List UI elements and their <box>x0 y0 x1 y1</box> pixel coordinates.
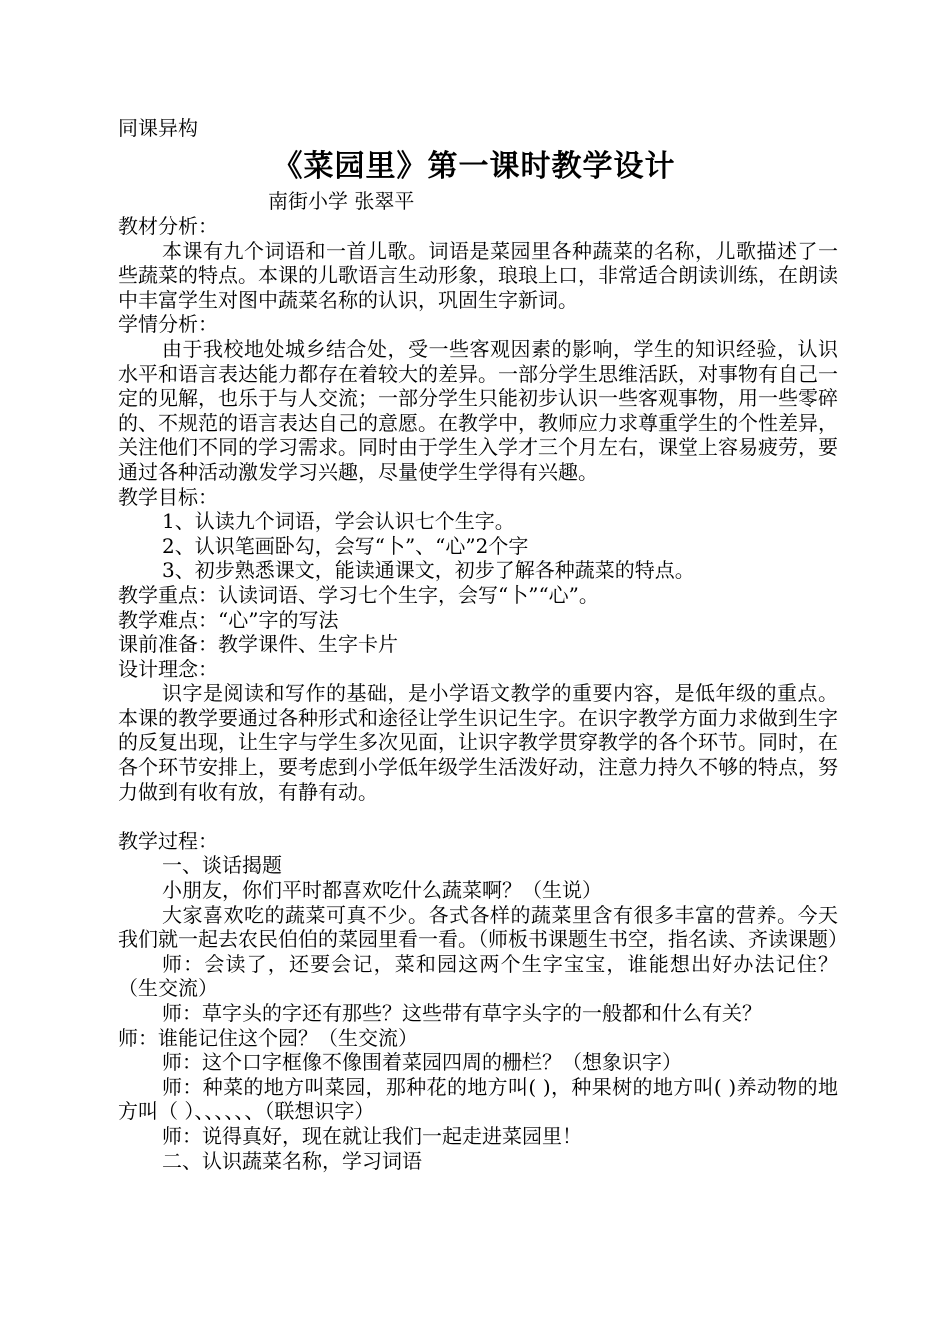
document-author: 南街小学 张翠平 <box>268 189 415 213</box>
process-paragraph: 师：这个口字框像不像围着菜园四周的栅栏？（想象识字） <box>162 1050 682 1075</box>
teaching-goal-item: 3、初步熟悉课文，能读通课文，初步了解各种蔬菜的特点。 <box>162 558 695 583</box>
student-analysis-body: 由于我校地处城乡结合处，受一些客观因素的影响，学生的知识经验，认识水平和语言表达能力都存在着较大的差异。一部分学生思维活跃，对事物有自己一定的见解，也乐于与人交流；一部分学生只能初步认识一些客观事物，用一些零碎的、不规范的语言表达自己的意愿。在教学中，教师应力求尊重学生的个性差异，关注他们不同的学习需求。同时由于学生入学才三个月左右，课堂上容易疲劳，要通过各种活动激发学习兴趣，尽量使学生学得有兴趣。 <box>118 336 838 484</box>
process-paragraph: 师：草字头的字还有那些？这些带有草字头字的一般都和什么有关？ <box>162 1001 762 1025</box>
textbook-analysis-heading: 教材分析： <box>118 214 218 238</box>
teaching-goal-item: 2、认识笔画卧勾，会写“卜”、“心”2个字 <box>162 533 529 558</box>
process-paragraph: 大家喜欢吃的蔬菜可真不少。各式各样的蔬菜里含有很多丰富的营养。今天我们就一起去农民伯伯的菜园里看一看。（师板书课题生书空，指名读、齐读课题） <box>118 902 848 952</box>
design-concept-heading: 设计理念： <box>118 656 218 681</box>
process-paragraph: 小朋友，你们平时都喜欢吃什么蔬菜啊？（生说） <box>162 878 602 903</box>
blank-line <box>118 804 838 829</box>
preparation: 课前准备：教学课件、生字卡片 <box>118 632 398 657</box>
teaching-process-heading: 教学过程： <box>118 828 218 853</box>
difficulties: 教学难点：“心”字的写法 <box>118 607 339 632</box>
document-content <box>118 116 848 1173</box>
document-title: 《菜园里》第一课时教学设计 <box>272 149 676 184</box>
teaching-goal-item: 1、认读九个词语，学会认识七个生字。 <box>162 509 515 534</box>
process-paragraph: 师：会读了，还要会记，菜和园这两个生字宝宝，谁能想出好办法记住？（生交流） <box>118 951 838 1001</box>
process-step-title: 二、认识蔬菜名称，学习词语 <box>162 1148 422 1173</box>
textbook-analysis-body: 本课有九个词语和一首儿歌。词语是菜园里各种蔬菜的名称，儿歌描述了一些蔬菜的特点。本课的儿歌语言生动形象，琅琅上口，非常适合朗读训练，在朗读中丰富学生对图中蔬菜名称的认识，巩固生字新词。 <box>118 238 838 312</box>
process-step-title: 一、谈话揭题 <box>162 853 282 878</box>
document-label: 同课异构 <box>118 116 198 140</box>
teaching-goals-heading: 教学目标： <box>118 484 218 509</box>
process-paragraph: 师：种菜的地方叫菜园，那种花的地方叫( )，种果树的地方叫( )养动物的地方叫（ ）、、、、、、（联想识字） <box>118 1074 838 1124</box>
student-analysis-heading: 学情分析： <box>118 312 218 337</box>
key-points: 教学重点：认读词语、学习七个生字，会写“卜”“心”。 <box>118 582 599 607</box>
process-paragraph: 师：谁能记住这个园？（生交流） <box>118 1025 418 1050</box>
process-paragraph: 师：说得真好，现在就让我们一起走进菜园里！ <box>162 1123 582 1148</box>
design-concept-body: 识字是阅读和写作的基础，是小学语文教学的重要内容，是低年级的重点。本课的教学要通过各种形式和途径让学生识记生字。在识字教学方面力求做到生字的反复出现，让生字与学生多次见面，让识字教学贯穿教学的各个环节。同时，在各个环节安排上，要考虑到小学低年级学生活泼好动，注意力持久不够的特点，努力做到有收有放，有静有动。 <box>118 681 838 804</box>
